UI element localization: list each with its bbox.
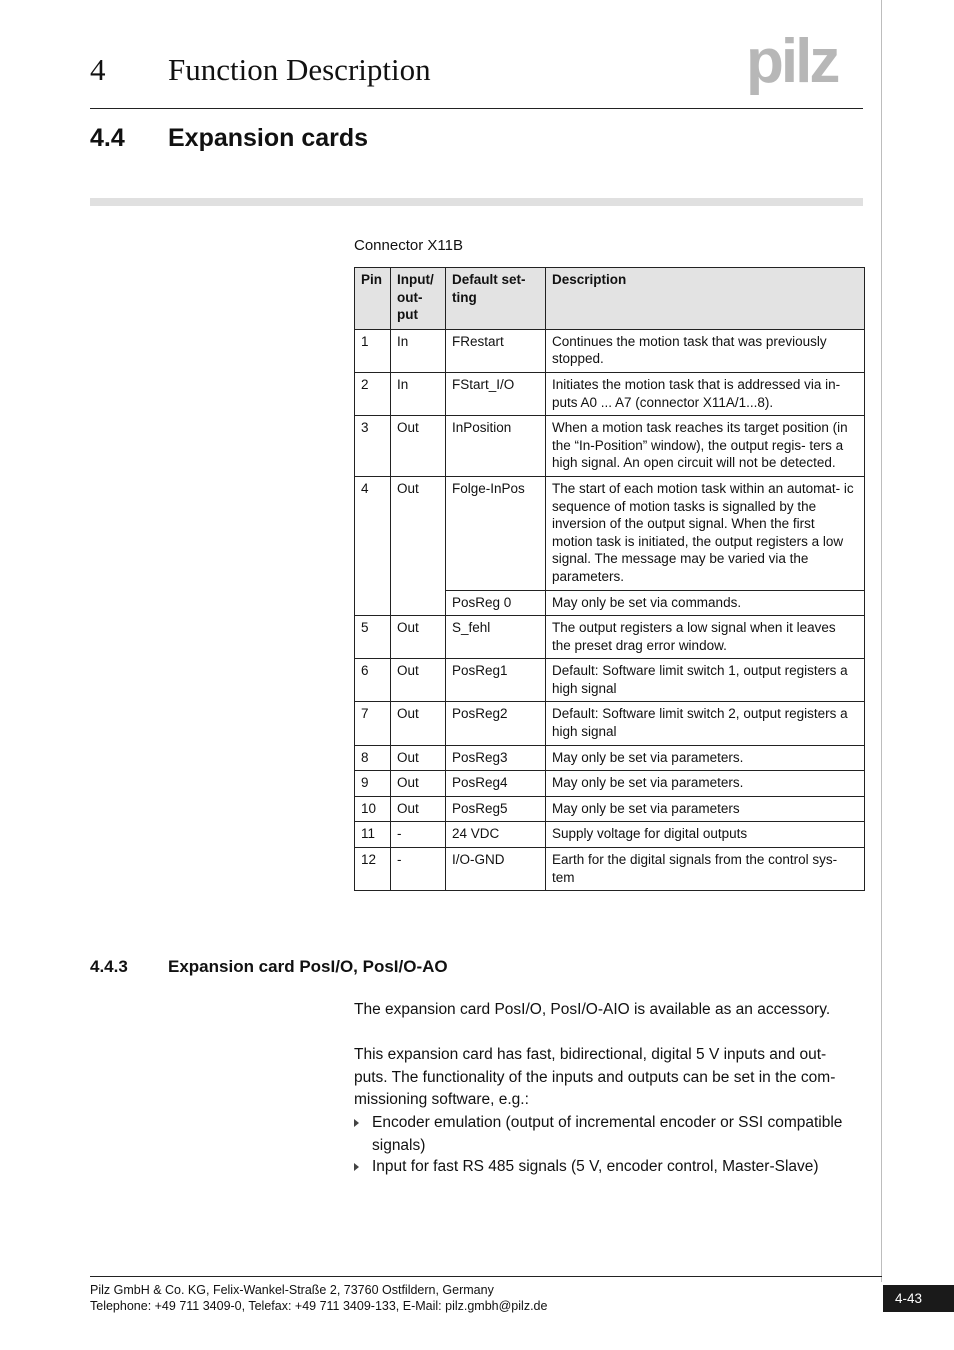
footer-rule <box>90 1276 882 1277</box>
triangle-bullet-icon <box>354 1119 359 1127</box>
cell-description: The start of each motion task within an automat- ic sequence of motion tasks is signalled by the inversion of the output signal. When the first motion task is initiated, the output registers a low signal. The message may be varied via the parameters. <box>546 476 865 590</box>
section-number: 4.4 <box>90 124 125 152</box>
cell-default: S_fehl <box>446 616 546 659</box>
cell-io: Out <box>391 702 446 745</box>
table-row <box>355 659 865 702</box>
cell-pin: 11 <box>355 822 391 848</box>
table-row <box>355 329 865 372</box>
bullet-item <box>354 1156 866 1179</box>
table-row <box>355 796 865 822</box>
subsection-title: Expansion card PosI/O, PosI/O-AO <box>168 957 448 976</box>
cell-pin: 7 <box>355 702 391 745</box>
bullet-line: Encoder emulation (output of incremental encoder or SSI compatible <box>372 1114 843 1131</box>
footer-address: Pilz GmbH & Co. KG, Felix-Wankel-Straße 2, 73760 Ostfildern, Germany <box>90 1283 494 1297</box>
bullet-line: signals) <box>372 1136 426 1154</box>
cell-default: 24 VDC <box>446 822 546 848</box>
cell-io: Out <box>391 476 446 615</box>
cell-default: PosReg5 <box>446 796 546 822</box>
table-row <box>355 372 865 415</box>
cell-description: Continues the motion task that was previously stopped. <box>546 329 865 372</box>
triangle-bullet-icon <box>354 1163 359 1171</box>
paragraph-line: missioning software, e.g.: <box>354 1091 529 1108</box>
cell-description: Supply voltage for digital outputs <box>546 822 865 848</box>
description-paragraph <box>354 1044 866 1112</box>
paragraph-line: puts. The functionality of the inputs and outputs can be set in the com- <box>354 1068 836 1086</box>
paragraph-line: This expansion card has fast, bidirectional, digital 5 V inputs and out- <box>354 1046 827 1063</box>
header-rule <box>90 108 863 109</box>
header-description: Description <box>546 268 865 330</box>
table-row <box>355 771 865 797</box>
table-row <box>355 848 865 891</box>
cell-io: Out <box>391 771 446 797</box>
cell-description: Default: Software limit switch 2, output registers a high signal <box>546 702 865 745</box>
cell-io: Out <box>391 796 446 822</box>
footer-contact: Telephone: +49 711 3409-0, Telefax: +49 711 3409-133, E-Mail: pilz.gmbh@pilz.de <box>90 1299 548 1313</box>
cell-io: Out <box>391 659 446 702</box>
table-row <box>355 476 865 590</box>
table-row <box>355 702 865 745</box>
cell-pin: 4 <box>355 476 391 615</box>
bullet-line: Input for fast RS 485 signals (5 V, encoder control, Master-Slave) <box>372 1158 819 1175</box>
cell-pin: 2 <box>355 372 391 415</box>
cell-io: Out <box>391 416 446 477</box>
header-default: Default set- ting <box>446 268 546 330</box>
header-pin: Pin <box>355 268 391 330</box>
cell-default: PosReg 0 <box>446 590 546 616</box>
subsection-number: 4.4.3 <box>90 957 128 976</box>
cell-io: Out <box>391 745 446 771</box>
cell-default: I/O-GND <box>446 848 546 891</box>
cell-default: PosReg2 <box>446 702 546 745</box>
cell-default: PosReg3 <box>446 745 546 771</box>
cell-io: - <box>391 848 446 891</box>
bullet-item <box>354 1112 866 1157</box>
cell-description: Default: Software limit switch 1, output registers a high signal <box>546 659 865 702</box>
section-title: Expansion cards <box>168 124 369 152</box>
pilz-logo-text: pilz <box>746 28 838 96</box>
cell-default: Folge-InPos <box>446 476 546 590</box>
cell-io: In <box>391 372 446 415</box>
chapter-title: Function Description <box>168 52 431 87</box>
cell-description: Initiates the motion task that is addressed via in- puts A0 ... A7 (connector X11A/1...8). <box>546 372 865 415</box>
cell-description: When a motion task reaches its target position (in the “In-Position” window), the output regis- ters a high signal. An open circuit will not be detected. <box>546 416 865 477</box>
table-row <box>355 745 865 771</box>
table-row <box>355 416 865 477</box>
header-io: Input/ out- put <box>391 268 446 330</box>
cell-io: In <box>391 329 446 372</box>
cell-description: May only be set via commands. <box>546 590 865 616</box>
cell-io: - <box>391 822 446 848</box>
table-caption: Connector X11B <box>354 237 463 254</box>
cell-default: PosReg1 <box>446 659 546 702</box>
cell-default: InPosition <box>446 416 546 477</box>
cell-pin: 8 <box>355 745 391 771</box>
table-row <box>355 616 865 659</box>
chapter-number: 4 <box>90 52 106 87</box>
cell-description: May only be set via parameters. <box>546 771 865 797</box>
page-number: 4-43 <box>883 1285 954 1312</box>
connector-table <box>354 267 865 891</box>
cell-pin: 6 <box>355 659 391 702</box>
cell-io: Out <box>391 616 446 659</box>
cell-default: FStart_I/O <box>446 372 546 415</box>
intro-paragraph: The expansion card PosI/O, PosI/O-AIO is available as an accessory. <box>354 1001 831 1018</box>
right-margin-rule <box>881 0 882 1282</box>
cell-default: FRestart <box>446 329 546 372</box>
table-header-row <box>355 268 865 330</box>
cell-default: PosReg4 <box>446 771 546 797</box>
cell-description: The output registers a low signal when it leaves the preset drag error window. <box>546 616 865 659</box>
cell-pin: 1 <box>355 329 391 372</box>
cell-description: May only be set via parameters. <box>546 745 865 771</box>
table-row <box>355 822 865 848</box>
cell-pin: 9 <box>355 771 391 797</box>
cell-description: May only be set via parameters <box>546 796 865 822</box>
cell-pin: 3 <box>355 416 391 477</box>
cell-pin: 10 <box>355 796 391 822</box>
pilz-logo <box>746 28 866 96</box>
section-divider-bar <box>90 198 863 206</box>
cell-description: Earth for the digital signals from the control sys- tem <box>546 848 865 891</box>
cell-pin: 5 <box>355 616 391 659</box>
cell-pin: 12 <box>355 848 391 891</box>
